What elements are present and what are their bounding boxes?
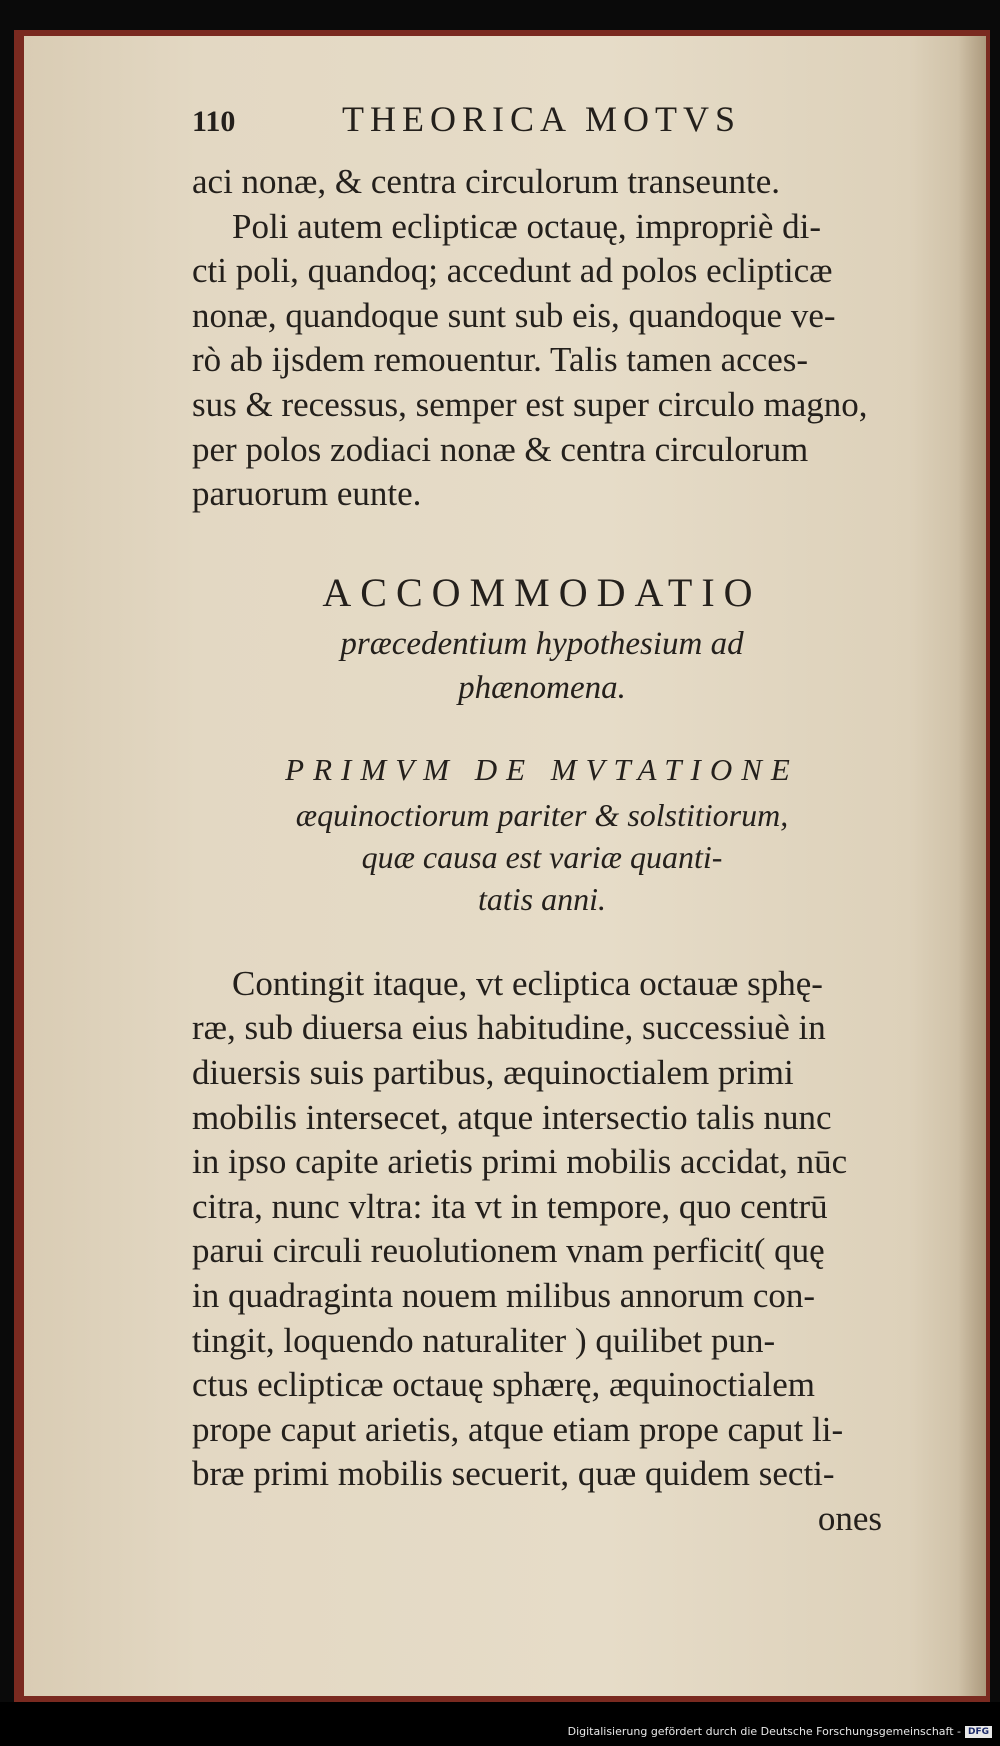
running-head: [192, 98, 892, 160]
text-line: in ipso capite arietis primi mobilis accidat, nūc: [192, 1142, 848, 1182]
section-heading: ACCOMMODATIO: [322, 569, 762, 615]
text-line: mobilis intersecet, atque intersectio talis nunc: [192, 1097, 832, 1137]
text-line: parui circuli reuolutionem vnam perficit( quę: [192, 1231, 825, 1271]
dfg-logo-icon: DFG: [965, 1726, 992, 1738]
page-gutter: [958, 36, 986, 1696]
chapter-heading-subtitle: [192, 794, 892, 920]
paragraph-2: [192, 962, 892, 1497]
text-line: ctus eclipticæ octauę sphærę, æquinoctialem: [192, 1365, 816, 1405]
funding-credit: [568, 1725, 992, 1738]
book-page: [24, 36, 986, 1696]
heading-subtitle-line: præcedentium hypothesium ad: [340, 625, 744, 662]
page-text-block: [192, 98, 892, 1541]
text-line: per polos zodiaci nonæ & centra circulorum: [192, 429, 809, 469]
catchword: ones: [817, 1498, 882, 1538]
heading-subtitle-line: phænomena.: [458, 669, 626, 706]
text-line: bræ primi mobilis secuerit, quæ quidem secti-: [192, 1454, 835, 1494]
text-line: paruorum eunte.: [192, 474, 422, 514]
paragraph-1: [192, 160, 892, 517]
text-line: sus & recessus, semper est super circulo magno,: [192, 384, 868, 424]
text-line: aci nonæ, & centra circulorum transeunte.: [192, 162, 780, 201]
text-line: citra, nunc vltra: ita vt in tempore, quo centrū: [192, 1186, 828, 1226]
chapter-heading: PRIMVM DE MVTATIONE: [285, 751, 799, 787]
text-line: cti poli, quandoq; accedunt ad polos eclipticæ: [192, 251, 833, 291]
section-heading-subtitle: [192, 622, 892, 710]
text-line: tingit, loquendo naturaliter ) quilibet pun-: [192, 1320, 776, 1360]
chapter-subtitle-line: æquinoctiorum pariter & solstitiorum,: [295, 796, 789, 833]
text-line: nonæ, quandoque sunt sub eis, quandoque ve-: [192, 295, 836, 335]
text-line: rò ab ijsdem remouentur. Talis tamen acces-: [192, 340, 809, 380]
text-line: ræ, sub diuersa eius habitudine, successiuè in: [192, 1008, 826, 1048]
text-line: diuersis suis partibus, æquinoctialem primi: [192, 1052, 794, 1092]
page-number: 110: [192, 105, 236, 138]
chapter-subtitle-line: quæ causa est variæ quanti-: [361, 838, 723, 875]
funding-credit-text: Digitalisierung gefördert durch die Deutsche Forschungsgemeinschaft -: [567, 1725, 961, 1738]
text-line: Poli autem eclipticæ octauę, impropriè di-: [232, 206, 822, 246]
chapter-subtitle-line: tatis anni.: [477, 880, 606, 917]
text-line: Contingit itaque, vt ecliptica octauæ sphę-: [232, 963, 823, 1003]
text-line: prope caput arietis, atque etiam prope caput li-: [192, 1409, 844, 1449]
footer-bar: [0, 1702, 1000, 1746]
running-title: THEORICA MOTVS: [342, 99, 742, 139]
text-line: in quadraginta nouem milibus annorum con-: [192, 1275, 816, 1315]
